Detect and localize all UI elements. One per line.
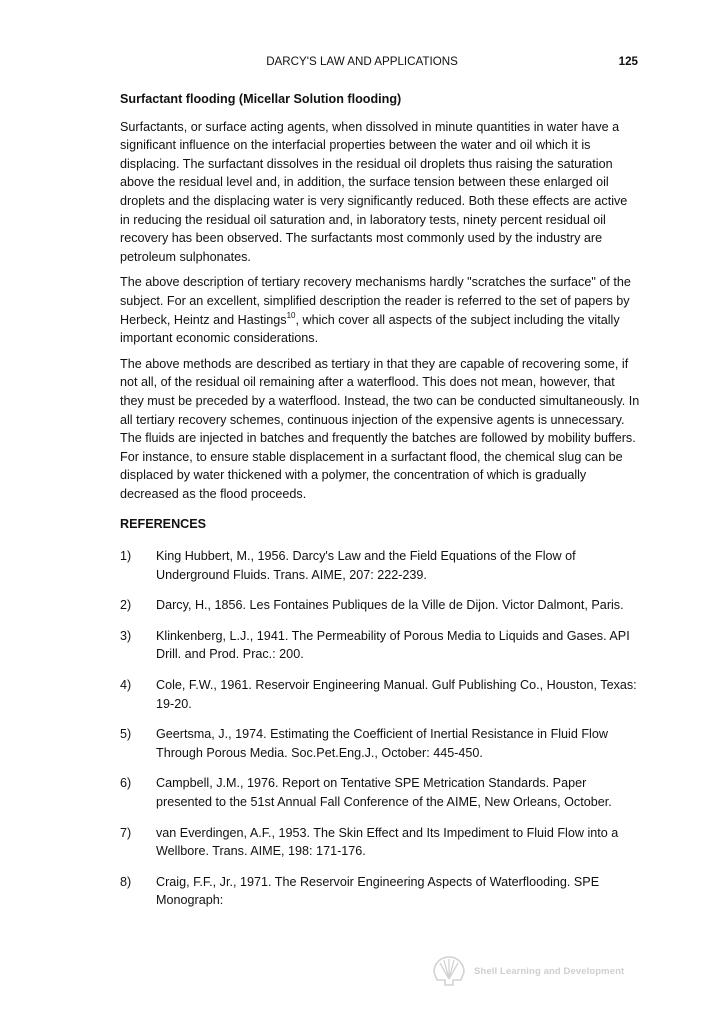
reference-number: 5): [120, 727, 132, 742]
reference-text: Cole, F.W., 1961. Reservoir Engineering Manual. Gulf Publishing Co., Houston, Texas: 19-20.: [156, 678, 637, 711]
reference-list: [120, 547, 640, 910]
reference-text: King Hubbert, M., 1956. Darcy's Law and the Field Equations of the Flow of Underground Fluids. Trans. AIME, 207: 222-239.: [156, 549, 576, 582]
reference-item: [120, 873, 640, 910]
reference-item: [120, 824, 640, 861]
reference-number: 4): [120, 678, 132, 693]
page-number: 125: [618, 55, 638, 68]
references-heading: REFERENCES: [120, 517, 207, 532]
reference-number: 2): [120, 598, 132, 613]
reference-text: van Everdingen, A.F., 1953. The Skin Effect and Its Impediment to Fluid Flow into a Wellbore. Trans. AIME, 198: 171-176.: [156, 825, 619, 859]
reference-item: [120, 676, 640, 713]
reference-text: Campbell, J.M., 1976. Report on Tentative SPE Metrication Standards. Paper presented to the 51st Annual Fall Conference of the AIME, New Orleans, October.: [156, 776, 612, 809]
header-title: DARCY'S LAW AND APPLICATIONS: [266, 55, 458, 68]
reference-item: [120, 627, 640, 664]
reference-number: 6): [120, 776, 132, 791]
citation-superscript: 10: [286, 310, 296, 320]
reference-number: 1): [120, 549, 132, 564]
paragraph2-text-before: The above description of tertiary recovery mechanisms hardly "scratches the surface" of the subject. For an excellent, simplified description the reader is referred to the set of papers by Herbeck, Heintz and Hastings: [120, 275, 631, 327]
shell-logo-icon: [432, 955, 466, 987]
section-heading: Surfactant flooding (Micellar Solution flooding): [120, 92, 402, 106]
reference-item: [120, 596, 640, 615]
reference-text: Klinkenberg, L.J., 1941. The Permeability of Porous Media to Liquids and Gases. API Drill. and Prod. Prac.: 200.: [156, 628, 630, 662]
reference-text: Craig, F.F., Jr., 1971. The Reservoir Engineering Aspects of Waterflooding. SPE Monograph:: [156, 874, 600, 908]
reference-text: Geertsma, J., 1974. Estimating the Coefficient of Inertial Resistance in Fluid Flow Through Porous Media. Soc.Pet.Eng.J., October: 445-450.: [156, 727, 608, 760]
reference-number: 7): [120, 825, 132, 840]
paragraph-surfactants: Surfactants, or surface acting agents, when dissolved in minute quantities in water have a significant influence on the interfacial properties between the water and oil which it is displacing. The surfactant dissolves in the residual oil droplets thus raising the saturation above the residual level and, in addition, the surface tension between these enlarged oil droplets and the displacing water is very significantly reduced. Both these effects are active in reducing the residual oil saturation and, in laboratory tests, ninety percent residual oil recovery has been observed. The surfactants most commonly used by the industry are petroleum sulphonates.: [120, 119, 628, 264]
reference-number: 3): [120, 628, 132, 643]
reference-text: Darcy, H., 1856. Les Fontaines Publiques de la Ville de Dijon. Victor Dalmont, Paris.: [156, 598, 624, 613]
reference-item: [120, 547, 640, 584]
reference-item: [120, 725, 640, 762]
reference-item: [120, 774, 640, 811]
footer-brand-text: Shell Learning and Development: [474, 966, 625, 977]
running-header: [120, 54, 638, 70]
paragraph2-text-after: , which cover all aspects of the subject including the vitally important economic considerations.: [120, 312, 620, 346]
paragraph-tertiary-description: [120, 273, 640, 347]
reference-number: 8): [120, 874, 132, 889]
paragraph-tertiary-methods: The above methods are described as tertiary in that they are capable of recovering some, if not all, of the residual oil remaining after a waterflood. This does not mean, however, that they must be preceded by a waterflood. Instead, the two can be conducted simultaneously. In all tertiary recovery schemes, continuous injection of the expensive agents is unnecessary. The fluids are injected in batches and frequently the batches are followed by mobility buffers. For instance, to ensure stable displacement in a surfactant flood, the chemical slug can be displaced by water thickened with a polymer, the concentration of which is gradually decreased as the flood proceeds.: [120, 356, 640, 501]
main-content: [120, 90, 640, 922]
